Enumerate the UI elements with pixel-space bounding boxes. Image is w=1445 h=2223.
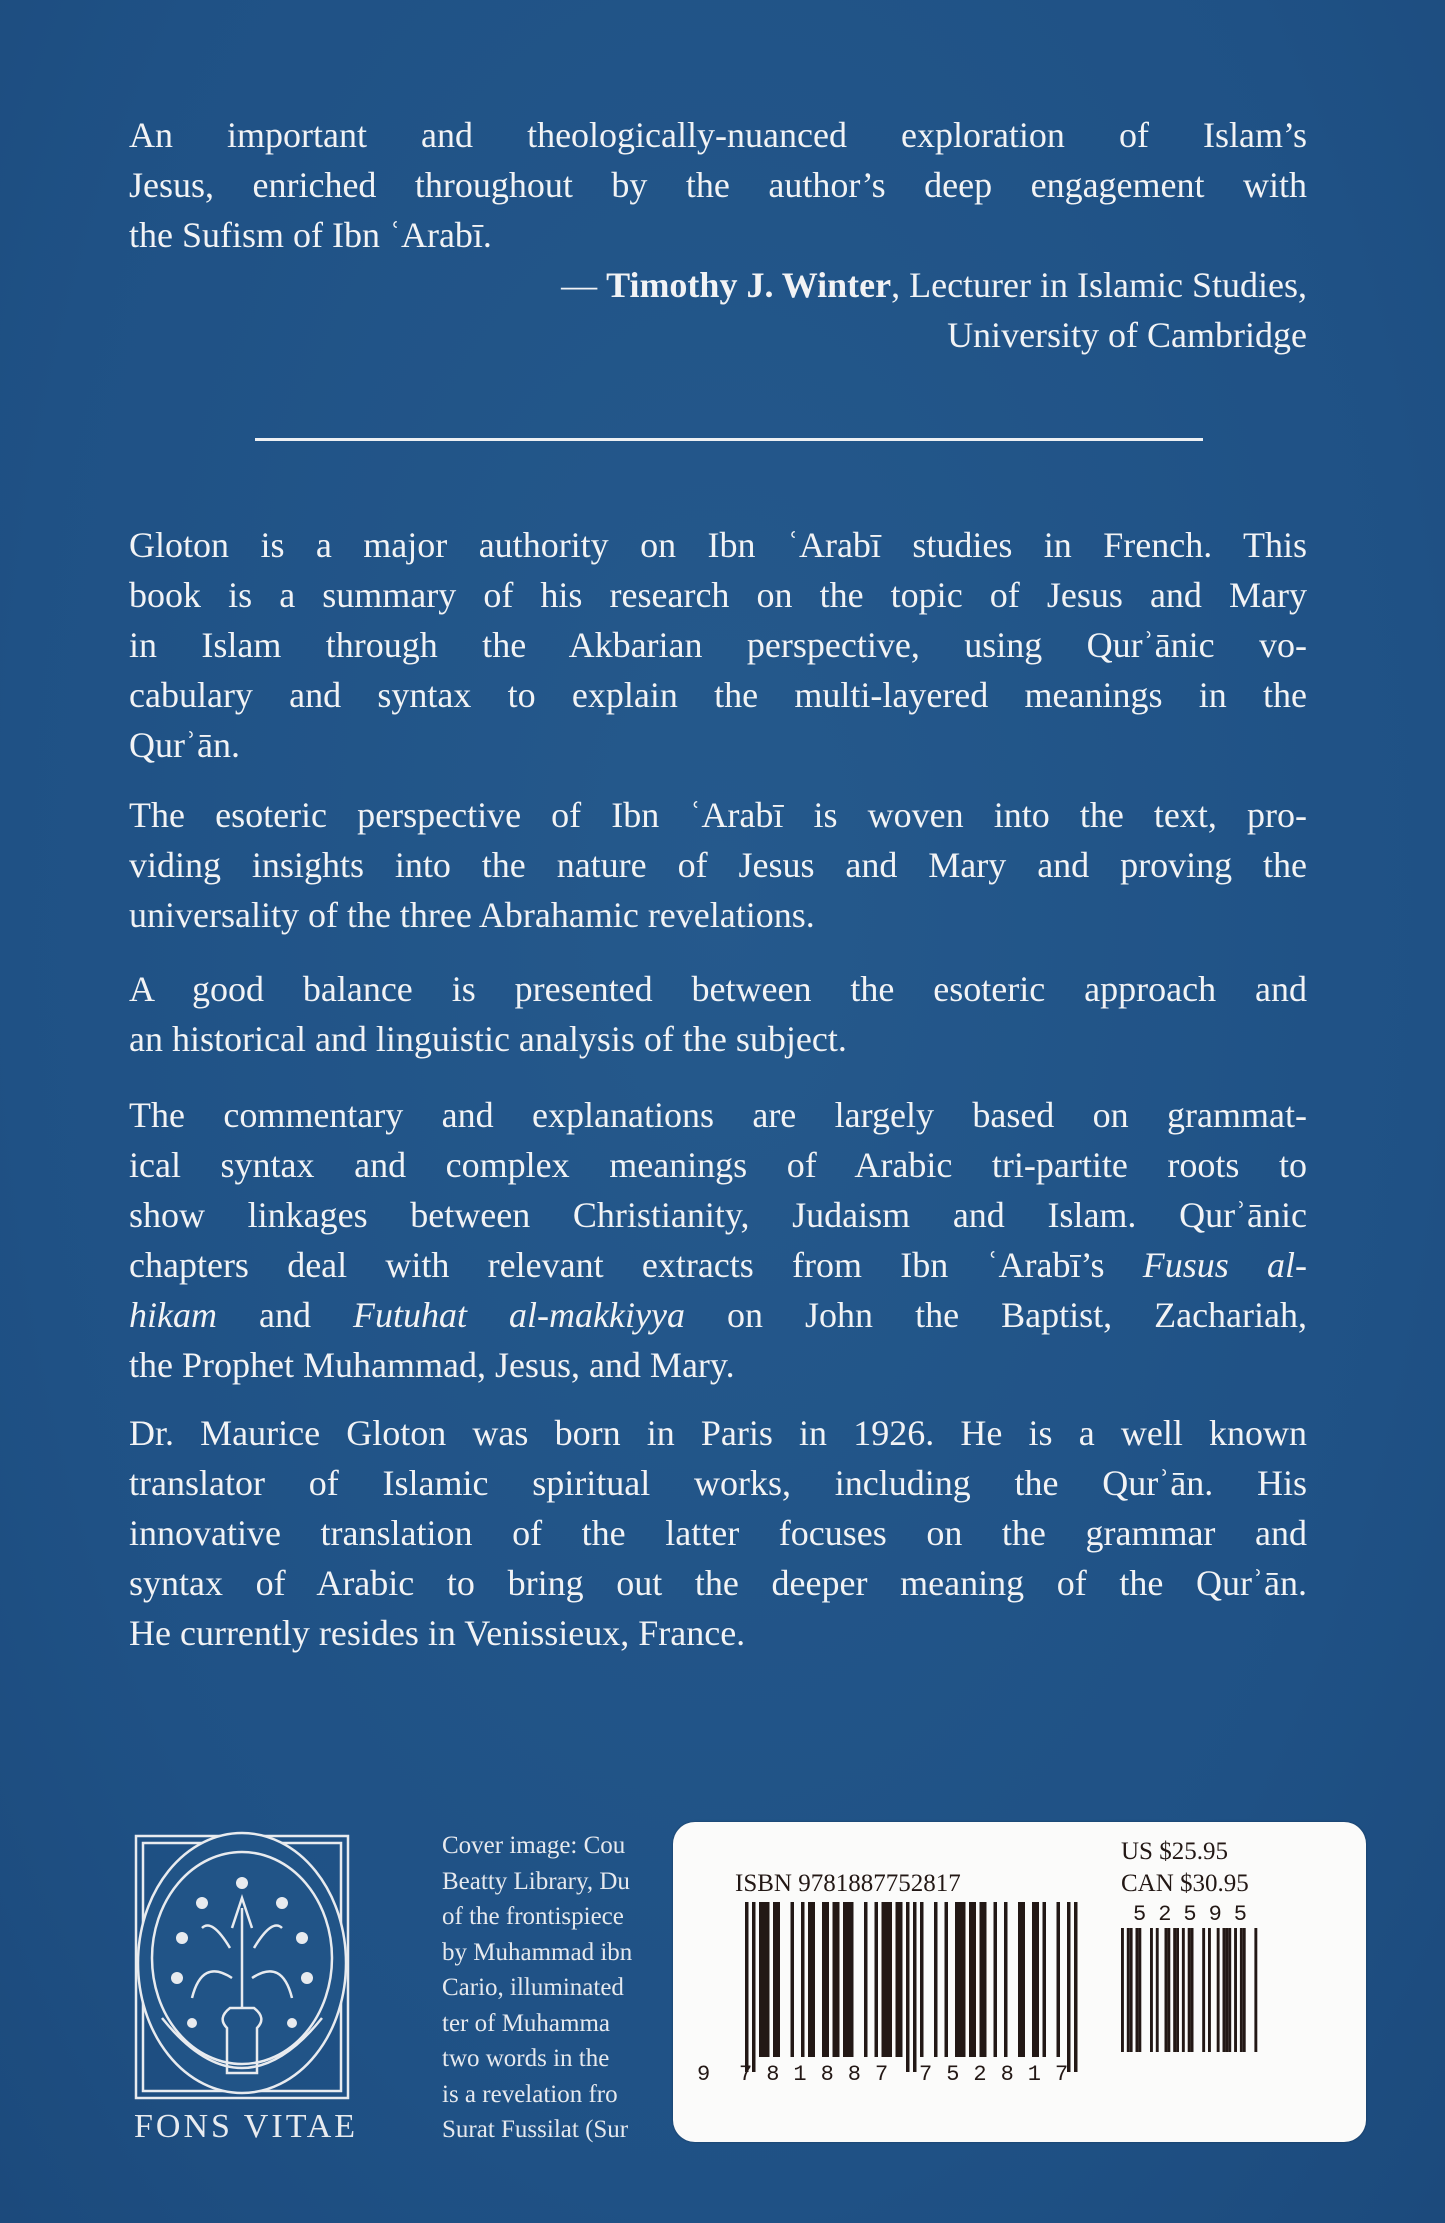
price-can: CAN $30.95 [1121, 1870, 1249, 1897]
addon-bar [1223, 1928, 1226, 2052]
barcode-bar [833, 1902, 837, 2057]
barcode-bar [973, 1902, 977, 2057]
barcode-bar [913, 1902, 917, 2072]
text-line: The esoteric perspective of Ibn ʿArabī is woven into the text, pro- [129, 795, 1307, 835]
book-title-italic: hikam [129, 1295, 217, 1335]
addon-bar [1188, 1928, 1191, 2052]
text-segment: and [216, 1295, 354, 1335]
quote-affiliation: , Lecturer in Islamic Studies, [891, 265, 1307, 305]
fons-vitae-logo [132, 1828, 352, 2108]
text-line [129, 1290, 1307, 1340]
credit-line: ter of Muhamma [442, 2009, 611, 2037]
barcode-bar [836, 1902, 840, 2057]
text-line: Dr. Maurice Gloton was born in Paris in 1926. He is a well known [129, 1413, 1307, 1453]
text-line: an historical and linguistic analysis of the subject. [129, 1019, 847, 1059]
text-line: universality of the three Abrahamic revelations. [129, 895, 815, 935]
addon-bar [1228, 1928, 1231, 2052]
credit-line: two words in the [442, 2045, 610, 2072]
digits-right: 752817 [919, 2062, 1083, 2087]
credit-line: Cover image: Cou [442, 1832, 626, 1859]
addon-bar [1167, 1928, 1170, 2052]
barcode-bar [808, 1902, 812, 2057]
credit-line: Beatty Library, Du [442, 1867, 630, 1895]
credit-line: Cario, illuminated [442, 1974, 624, 2001]
barcode-bar [906, 1902, 910, 2072]
text-line [129, 1240, 1307, 1290]
text-line: innovative translation of the latter focuses on the grammar and [129, 1513, 1307, 1553]
price-us: US $25.95 [1121, 1838, 1228, 1865]
barcode-bar [955, 1902, 959, 2057]
barcode-bar [969, 1902, 973, 2057]
barcode-bar [826, 1902, 830, 2057]
addon-bar [1121, 1928, 1124, 2052]
addon-bar [1136, 1928, 1139, 2052]
barcode-bar [920, 1902, 924, 2057]
barcode-bar [773, 1902, 777, 2057]
barcode-bar [766, 1902, 770, 2057]
barcode-bar [1067, 1902, 1071, 2072]
addon-bar [1208, 1928, 1211, 2052]
publisher-name: FONS VITAE [134, 2108, 359, 2145]
barcode-bar [885, 1902, 889, 2057]
barcode-bar [843, 1902, 847, 2057]
barcode-bar [745, 1902, 749, 2072]
barcode-bar [864, 1902, 868, 2057]
addon-bar [1138, 1928, 1141, 2052]
addon-barcode [1121, 1928, 1271, 2052]
addon-bar [1240, 1928, 1243, 2052]
barcode-bar [1022, 1902, 1026, 2057]
barcode-bar [934, 1902, 938, 2057]
barcode-bar [1018, 1902, 1022, 2057]
barcode-bar [1004, 1902, 1008, 2057]
barcode-bar [875, 1902, 879, 2057]
barcode-bar [1057, 1902, 1061, 2057]
paragraph-4 [129, 1090, 1307, 1390]
cover-image-credit [442, 1828, 667, 2148]
barcode-bar [994, 1902, 998, 2057]
text-line: cabulary and syntax to explain the multi-layered meanings in the [129, 675, 1307, 715]
text-line: A good balance is presented between the esoteric approach and [129, 969, 1307, 1009]
quote-author: Timothy J. Winter [606, 265, 892, 305]
quote-line: the Sufism of Ibn ʿArabī. [129, 215, 492, 255]
addon-bar [1234, 1928, 1237, 2052]
text-line: The commentary and explanations are largely based on grammat- [129, 1095, 1307, 1135]
addon-bar [1127, 1928, 1130, 2052]
barcode-bar [899, 1902, 903, 2057]
text-line: in Islam through the Akbarian perspective, using Qurʾānic vo- [129, 625, 1307, 665]
barcode-digits [697, 2062, 1083, 2087]
addon-digits: 52595 [1133, 1902, 1260, 1927]
price-barcode-sticker [673, 1822, 1366, 2142]
book-title-italic: Fusus al- [1142, 1245, 1308, 1285]
addon-bar [1254, 1928, 1257, 2052]
addon-bar [1156, 1928, 1159, 2052]
quote-attribution [129, 260, 1307, 310]
book-title-italic: Futuhat al-makkiyya [353, 1295, 685, 1335]
isbn-label: ISBN 9781887752817 [735, 1870, 961, 1897]
paragraph-5 [129, 1408, 1307, 1658]
barcode-bar [983, 1902, 987, 2057]
barcode-bar [962, 1902, 966, 2057]
barcode-bar [791, 1902, 795, 2057]
quote-affiliation-line: University of Cambridge [947, 315, 1307, 355]
text-line: syntax of Arabic to bring out the deeper meaning of the Qurʾān. [129, 1563, 1307, 1603]
text-line: show linkages between Christianity, Judaism and Islam. Qurʾānic [129, 1195, 1307, 1235]
barcode-bar [882, 1902, 886, 2057]
text-line: translator of Islamic spiritual works, including the Qurʾān. His [129, 1463, 1307, 1503]
text-segment: on John the Baptist, Zachariah, [684, 1295, 1308, 1335]
text-line: the Prophet Muhammad, Jesus, and Mary. [129, 1345, 735, 1385]
text-line: He currently resides in Venissieux, France. [129, 1613, 746, 1653]
addon-bar [1225, 1928, 1228, 2052]
barcode-bar [1032, 1902, 1036, 2057]
barcode-bar [759, 1902, 763, 2057]
barcode-bar [822, 1902, 826, 2057]
paragraph-2 [129, 790, 1307, 940]
barcode-bar [752, 1902, 756, 2072]
text-line: viding insights into the nature of Jesus and Mary and proving the [129, 845, 1307, 885]
barcode-bar [959, 1902, 963, 2057]
barcode-bar [850, 1902, 854, 2057]
text-line: book is a summary of his research on the topic of Jesus and Mary [129, 575, 1307, 615]
dash: — [561, 265, 607, 305]
ean13-barcode [731, 1902, 1091, 2072]
barcode-bar [889, 1902, 893, 2057]
addon-bar [1130, 1928, 1133, 2052]
addon-bar [1173, 1928, 1176, 2052]
paragraph-3 [129, 964, 1307, 1064]
barcode-bar [945, 1902, 949, 2057]
quote-line: An important and theologically-nuanced exploration of Islam’s [129, 115, 1307, 155]
barcode-bar [763, 1902, 767, 2057]
paragraph-1 [129, 520, 1307, 770]
barcode-bar [896, 1902, 900, 2057]
endorsement-quote [129, 110, 1307, 360]
digits-left: 781887 [739, 2062, 903, 2087]
digit-first: 9 [697, 2062, 711, 2087]
addon-bar [1202, 1928, 1205, 2052]
quote-line: Jesus, enriched throughout by the author’s deep engagement with [129, 165, 1307, 205]
credit-line: is a revelation fro [442, 2080, 618, 2108]
text-line: Gloton is a major authority on Ibn ʿArabī studies in French. This [129, 525, 1307, 565]
divider-rule [255, 438, 1203, 441]
barcode-bar [1036, 1902, 1040, 2057]
addon-bar [1217, 1928, 1220, 2052]
barcode-bar [801, 1902, 805, 2057]
barcode-bar [777, 1902, 781, 2057]
barcode-bar [812, 1902, 816, 2057]
addon-bar [1243, 1928, 1246, 2052]
addon-bar [1182, 1928, 1185, 2052]
text-line: Qurʾān. [129, 725, 240, 765]
addon-bar [1150, 1928, 1153, 2052]
addon-bar [1165, 1928, 1168, 2052]
credit-line: of the frontispiece [442, 1903, 624, 1930]
barcode-bar [847, 1902, 851, 2057]
barcode-bar [1043, 1902, 1047, 2057]
barcode-bar [980, 1902, 984, 2057]
credit-line: Surat Fussilat (Sur [442, 2116, 629, 2143]
credit-line: by Muhammad ibn [442, 1938, 633, 1966]
text-line: ical syntax and complex meanings of Arabic tri-partite roots to [129, 1145, 1307, 1185]
addon-bar [1191, 1928, 1194, 2052]
addon-bar [1176, 1928, 1179, 2052]
text-segment: chapters deal with relevant extracts from Ibn ʿArabī’s [129, 1245, 1143, 1285]
barcode-bar [1074, 1902, 1078, 2072]
